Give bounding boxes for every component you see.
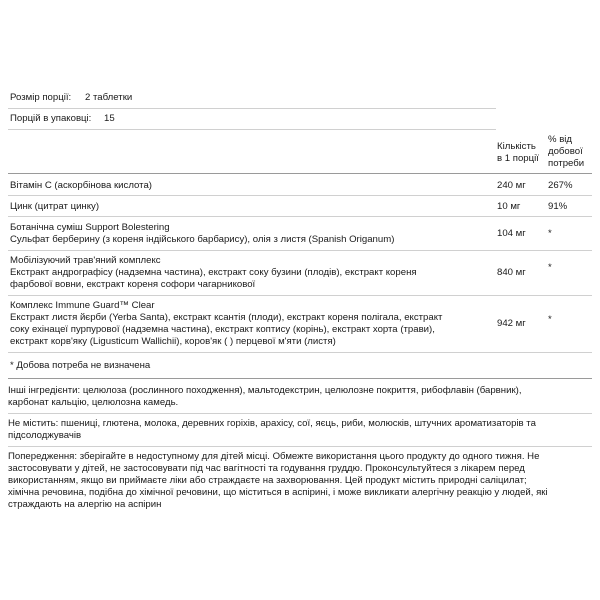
- other-ingredients-line: Інші інгредієнти: целюлоза (рослинного походження), мальтодекстрин, целюлозне покриття, рибофлавін (барвник),: [8, 385, 522, 396]
- nutrient-name: Вітамін С (аскорбінова кислота): [10, 180, 152, 191]
- dv-header-line-3: потреби: [548, 158, 585, 169]
- warning-line: застосовувати у дітей, не застосовувати під час вагітності та годування груддю. Проконсультуйтеся з лікарем перед: [8, 463, 525, 474]
- divider: [8, 446, 592, 447]
- nutrient-dv: 91%: [548, 201, 568, 212]
- blend-detail: Екстракт листя йєрби (Yerba Santa), екстракт ксантія (плоди), екстракт кореня полігала, екстракт: [10, 312, 443, 323]
- blend-name: Ботанічна суміш Support Bolestering: [10, 222, 170, 233]
- serving-size-value: 2 таблетки: [85, 92, 133, 103]
- divider: [8, 173, 592, 174]
- footnote: * Добова потреба не визначена: [10, 360, 151, 371]
- divider: [8, 295, 592, 296]
- nutrient-dv: 267%: [548, 180, 573, 191]
- blend-detail: Сульфат берберину (з кореня індійського барбарису), олія з листя (Spanish Origanum): [10, 234, 395, 245]
- warning-line: хімічна речовина, подібна до хімічної речовини, що міститься в аспірині, і може викликати алергічну реакцію у людей, які: [8, 487, 548, 498]
- divider: [8, 108, 496, 109]
- nutrient-name: Цинк (цитрат цинку): [10, 201, 100, 212]
- warning-line: Попередження: зберігайте в недоступному для дітей місці. Обмежте використання цього продукту до одного тижня. Не: [8, 451, 540, 462]
- blend-name: Мобілізуючий трав'яний комплекс: [10, 255, 161, 266]
- dv-header-line-1: % від: [548, 134, 573, 145]
- blend-dv: *: [548, 262, 552, 273]
- other-ingredients-line: карбонат кальцію, целюлозна камедь.: [8, 397, 179, 408]
- amount-header-line-1: Кількість: [497, 141, 536, 152]
- dv-header-line-2: добової: [548, 146, 583, 157]
- nutrient-amount: 240 мг: [497, 180, 526, 191]
- blend-detail: фарбової вовни, екстракт кореня софори чагарникової: [10, 279, 256, 290]
- warning-line: страждають на алергію на аспірин: [8, 499, 162, 510]
- amount-header-line-2: в 1 порції: [497, 153, 539, 164]
- divider: [8, 250, 592, 251]
- divider: [8, 352, 592, 353]
- blend-name: Комплекс Immune Guard™ Clear: [10, 300, 155, 311]
- blend-detail: екстракт корв'яку (Ligusticum Wallichii), коров'як ( ) перцевої м'яти (листя): [10, 336, 336, 347]
- blend-amount: 840 мг: [497, 267, 526, 278]
- blend-dv: *: [548, 314, 552, 325]
- blend-detail: Екстракт андрографісу (надземна частина), екстракт соку бузини (плодів), екстракт кореня: [10, 267, 417, 278]
- servings-per-container-label: Порцій в упаковці:: [10, 113, 92, 124]
- warning-line: використанням, якщо ви приймаєте ліки або страждаєте на захворювання. Цей продукт містить природні саліцилат;: [8, 475, 527, 486]
- divider: [8, 413, 592, 414]
- blend-amount: 942 мг: [497, 318, 526, 329]
- servings-per-container-value: 15: [104, 113, 115, 124]
- divider: [8, 195, 592, 196]
- blend-dv: *: [548, 228, 552, 239]
- free-from-line: підсолоджувачів: [8, 430, 82, 441]
- blend-detail: соку ехінацеї пурпурової (надземна частина), екстракт коптису (корінь), екстракт хорта (трави),: [10, 324, 435, 335]
- divider: [8, 216, 592, 217]
- blend-amount: 104 мг: [497, 228, 526, 239]
- free-from-line: Не містить: пшениці, глютена, молока, деревних горіхів, арахісу, сої, яєць, риби, молюсків, штучних ароматизаторів та: [8, 418, 536, 429]
- serving-size-label: Розмір порції:: [10, 92, 72, 103]
- divider: [8, 378, 592, 379]
- nutrient-amount: 10 мг: [497, 201, 521, 212]
- divider: [8, 129, 496, 130]
